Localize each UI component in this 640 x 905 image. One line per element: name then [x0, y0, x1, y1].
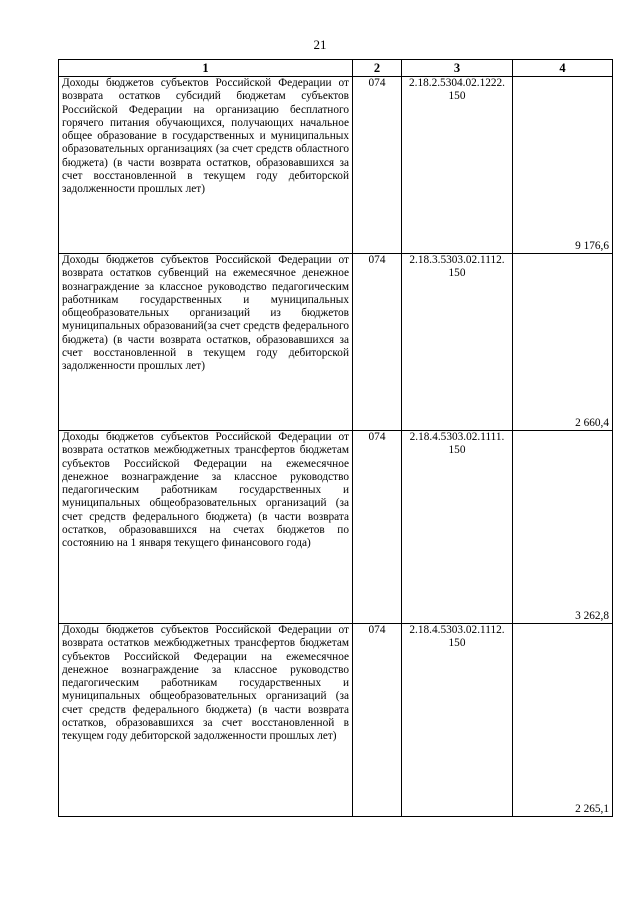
row-budget-classification-code: 2.18.4.5303.02.1112. 150: [402, 624, 513, 817]
row-admin-code: 074: [353, 624, 402, 817]
column-header-4: 4: [513, 60, 613, 77]
row-admin-code: 074: [353, 254, 402, 431]
row-budget-classification-code: 2.18.2.5304.02.1222. 150: [402, 77, 513, 254]
row-description: Доходы бюджетов субъектов Российской Федерации от возврата остатков субвенций на ежемесячное денежное вознаграждение за классное руководство педагогическим работникам государственных и муниципальных общеобразовательных организаций из бюджетов муниципальных образований(за счет средств федерального бюджета) (в части возврата остатков, образовавшихся за счет восстановленной в текущем году дебиторской задолженности прошлых лет): [59, 254, 353, 431]
column-header-2: 2: [353, 60, 402, 77]
table-header-row: [59, 60, 613, 77]
column-header-1: 1: [59, 60, 353, 77]
row-admin-code: 074: [353, 77, 402, 254]
row-amount: 3 262,8: [513, 431, 613, 624]
row-description: Доходы бюджетов субъектов Российской Федерации от возврата остатков межбюджетных трансфертов бюджетам субъектов Российской Федерации на ежемесячное денежное вознаграждение за классное руководство педагогическим работникам государственных и муниципальных общеобразовательных организаций (за счет средств федерального бюджета) (в части возврата остатков, образовавшихся на счетах бюджетов по состоянию на 1 января текущего финансового года): [59, 431, 353, 624]
row-amount: 2 265,1: [513, 624, 613, 817]
table-row: [59, 624, 613, 817]
table-row: [59, 431, 613, 624]
row-budget-classification-code: 2.18.3.5303.02.1112. 150: [402, 254, 513, 431]
page-number: 21: [313, 37, 327, 52]
row-description: Доходы бюджетов субъектов Российской Федерации от возврата остатков субсидий бюджетам субъектов Российской Федерации на организацию бесплатного горячего питания обучающихся, получающих начальное общее образование в государственных и муниципальных образовательных организациях (за счет средств областного бюджета) (в части возврата остатков, образовавшихся за счет восстановленной в текущем году дебиторской задолженности прошлых лет): [59, 77, 353, 254]
row-amount: 2 660,4: [513, 254, 613, 431]
row-description: Доходы бюджетов субъектов Российской Федерации от возврата остатков межбюджетных трансфертов бюджетам субъектов Российской Федерации на ежемесячное денежное вознаграждение за классное руководство педагогическим работникам государственных и муниципальных общеобразовательных организаций (за счет средств федерального бюджета) (в части возврата остатков, образовавшихся за счет восстановленной в текущем году дебиторской задолженности прошлых лет): [59, 624, 353, 817]
row-amount: 9 176,6: [513, 77, 613, 254]
revenue-table: [58, 59, 613, 817]
table-row: [59, 77, 613, 254]
row-admin-code: 074: [353, 431, 402, 624]
column-header-3: 3: [402, 60, 513, 77]
table-row: [59, 254, 613, 431]
row-budget-classification-code: 2.18.4.5303.02.1111. 150: [402, 431, 513, 624]
